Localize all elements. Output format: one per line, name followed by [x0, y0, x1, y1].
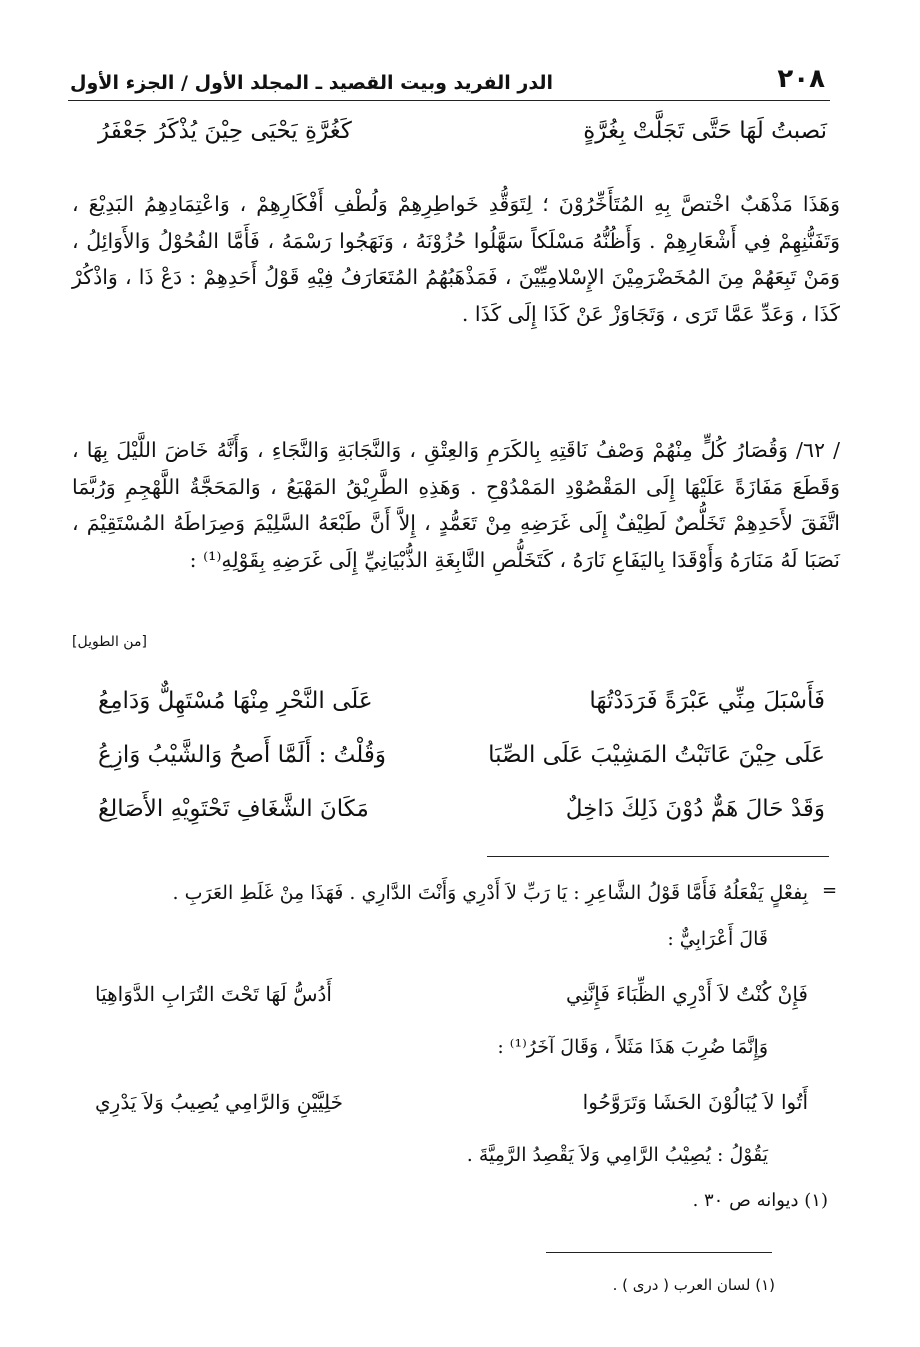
verse-first-hemistich: فَأَسْبَلَ مِنِّي عَبْرَةً فَرَدَدْتُهَا — [589, 688, 825, 714]
poem-verse-1 — [98, 688, 825, 714]
verse-first-hemistich: نَصبتُ لَهَا حَتَّى تَجَلَّتْ بِغُرَّةٍ — [583, 118, 827, 144]
footnote-1: (١) ديوانه ص ٣٠ . — [692, 1190, 828, 1211]
page-number: ٢٠٨ — [777, 64, 825, 94]
verse-first-hemistich: عَلَى حِيْنَ عَاتَبْتُ المَشِيْبَ عَلَى الصِّبَا — [488, 742, 825, 768]
verse-first-hemistich: أَتُوا لاَ يُبَالُوْنَ الحَشَا وَتَرَوَّحُوا — [582, 1090, 808, 1114]
footnote-line-2: قَالَ أَعْرَابِيٌّ : — [667, 928, 768, 950]
footnote-line-4: يَقُوْلُ : يُصِيْبُ الرَّامِي وَلاَ يَقْصِدُ الرَّمِيَّةَ . — [466, 1144, 768, 1166]
sub-footnote-separator — [546, 1252, 772, 1253]
paragraph-1 — [72, 186, 840, 332]
poem-verse-3 — [98, 796, 825, 822]
opening-verse — [98, 118, 827, 144]
verse-second-hemistich: خَلِيَّيْنِ وَالرَّامِي يُصِيبُ وَلاَ يَدْرِي — [95, 1090, 344, 1114]
continuation-mark: = — [822, 880, 838, 901]
verse-second-hemistich: كَغُرَّةِ يَحْيَى حِيْنَ يُذْكَرُ جَعْفَرُ — [98, 118, 352, 144]
footnote-verse-1 — [95, 982, 808, 1006]
verse-second-hemistich: أَدُسُّ لَهَا تَحْتَ التُرَابِ الدَّوَاهِيَا — [95, 982, 332, 1006]
page-header — [70, 58, 825, 94]
verse-second-hemistich: مَكَانَ الشَّغَافِ تَحْتَوِيْهِ الأَصَالِعُ — [98, 796, 369, 822]
footnote-line-3: وَإِنَّمَا ضُرِبَ هَذَا مَثَلاً ، وَقَالَ آخَرُ⁽¹⁾ : — [497, 1036, 768, 1058]
sub-footnote-1: (١) لسان العرب ( درى ) . — [612, 1276, 775, 1294]
verse-second-hemistich: عَلَى النَّحْرِ مِنْهَا مُسْتَهِلٌّ وَدَامِعُ — [98, 688, 373, 714]
poem-verse-2 — [98, 742, 825, 768]
verse-second-hemistich: وَقُلْتُ : أَلَمَّا أَصحُ وَالشَّيْبُ وَازِعُ — [98, 742, 386, 768]
footnote-separator — [487, 856, 829, 857]
meter-tag: [من الطويل] — [72, 634, 147, 650]
footnote-verse-2 — [95, 1090, 808, 1114]
footnote-line-1: بِفعْلٍ يَفْعَلُهُ فَأَمَّا قَوْلُ الشَّاعِرِ : يَا رَبِّ لاَ أَدْرِي وَأَنْتَ الدَّارِي . فَهَذَا مِنْ غَلَطِ العَرَبِ . — [172, 882, 808, 904]
running-title: الدر الفريد وبيت القصيد ـ المجلد الأول / الجزء الأول — [70, 72, 553, 94]
verse-first-hemistich: وَقَدْ حَالَ هَمٌّ دُوْنَ ذَلِكَ دَاخِلٌ — [565, 796, 825, 822]
header-rule — [68, 100, 830, 101]
verse-first-hemistich: فَإِنْ كُنْتُ لاَ أَدْرِي الظِّبَاءَ فَإِنَّنِي — [565, 982, 808, 1006]
paragraph-text: وَهَذَا مَذْهَبٌ اخْتصَّ بِهِ المُتَأَخِّرُوْنَ ؛ لِتَوَقُّدِ خَواطِرِهِمْ وَلُطْفِ أَفْكَارِهِمْ ، وَاعْتِمَادِهِمُ البَدِيْعَ ، وَتَفَنُّنِهِمْ فِي أَشْعَارِهِمْ . وَأَظُنُّهُ مَسْلَكاً سَهَّلُوا حُزُوْنَهُ ، وَنَهَجُوا رَسْمَهُ ، فَأَمَّا الفُحُوْلُ وَالأَوَائِلُ ، وَمَنْ تَبِعَهُمْ مِنَ المُخَضْرَمِيْنَ الإِسْلامِيِّيْنَ ، فَمَذْهَبُهُمُ المُتَعَارَفُ فِيْهِ قَوْلُ أَحَدِهِمْ : دَعْ ذَا ، وَاذْكُرْ كَذَا ، وَعَدِّ عَمَّا تَرَى ، وَتَجَاوَزْ عَنْ كَذَا إِلَى كَذَا . — [72, 192, 840, 326]
paragraph-2 — [72, 432, 840, 578]
paragraph-text: / ٦٢/ وَقُصَارُ كُلٍّ مِنْهُمْ وَصْفُ نَاقَتِهِ بِالكَرَمِ وَالعِتْقِ ، وَالنَّجَابَةِ وَالنَّجَاءِ ، وَأَنَّهُ خَاضَ اللَّيْلَ بِهَا ، وَقَطَعَ مَفَازَةً عَلَيْهَا إِلَى المَقْصُوْدِ المَمْدُوْحِ . وَهَذِهِ الطَّرِيْقُ المَهْيَعُ ، وَالمَحَجَّةُ اللَّهْجِمِ وَرُبَّمَا اتَّفَقَ لأَحَدِهِمْ تَخَلُّصٌ لَطِيْفٌ إِلَى غَرَضِهِ مِنْ تَعَمُّدٍ ، إِلاَّ أَنَّ طَبْعَهُ السَّلِيْمَ وَصِرَاطَهُ المُسْتَقِيْمَ ، نَصَبَا لَهُ مَنَارَهُ وَأَوْقَدَا بِاليَفَاعِ نَارَهُ ، كَتَخَلُّصِ النَّابِغَةِ الذُّبْيَانِيِّ إِلَى غَرَضِهِ بِقَوْلِهِ⁽¹⁾ : — [72, 438, 840, 572]
